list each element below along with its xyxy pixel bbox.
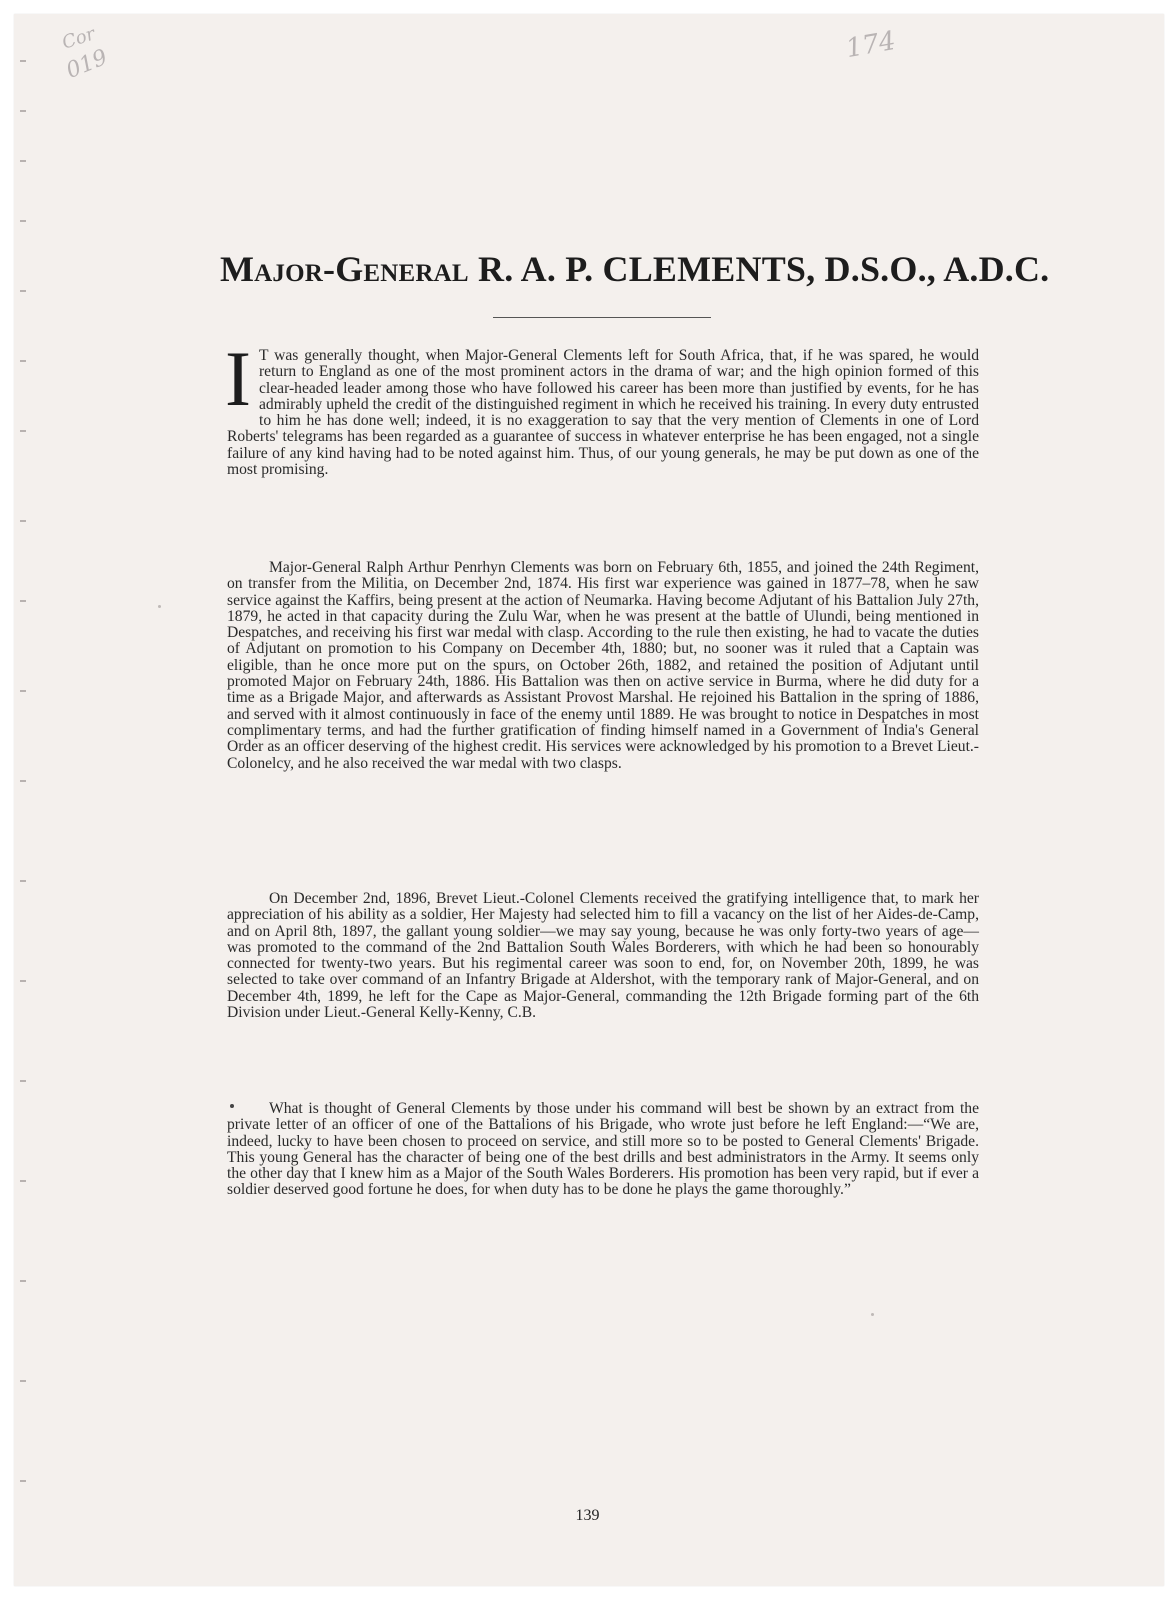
edge-mark [20,690,26,692]
paragraph-1-text: T was generally thought, when Major-General Clements left for South Africa, that, if he was spared, he would return to England as one of the most prominent actors in the drama of war; and the high opinion formed of this clear-headed leader among those who have followed his career has been more than justified by events, for he has admirably upheld the credit of the distinguished regiment in which he received his training. In every duty entrusted to him he has done well; indeed, it is no exaggeration to say that the very mention of Clements in one of Lord Roberts' telegrams has been regarded as a guarantee of success in whatever enterprise he has been engaged, not a single failure of any kind having had to be noted against him. Thus, of our young generals, he may be put down as one of the most promising. [227,347,979,479]
edge-mark [20,880,26,882]
page-number: 139 [575,1507,600,1524]
handwritten-note-top-right: 174 [843,25,898,65]
edge-mark [20,1280,26,1282]
edge-mark [20,780,26,782]
edge-mark [20,1480,26,1482]
edge-mark [20,220,26,222]
paper-speck [871,1313,874,1316]
title-divider [493,317,711,318]
edge-mark [20,1380,26,1382]
edge-mark [20,110,26,112]
article-title [220,248,1050,290]
paragraph-4: What is thought of General Clements by those under his command will best be shown by an extract from the private letter of an officer of one of the Battalions of his Brigade, who wrote just before he left England:—“We are, indeed, lucky to have been chosen to proceed on service, and still more so to be posted to General Clements' Brigade. This young General has the character of being one of the best drills and best administrators in the Army. It seems only the other day that I knew him as a Major of the South Wales Borderers. His promotion has been very rapid, but if ever a soldier deserved good fortune he does, for when duty has to be done he plays the game thoroughly.” [227,1100,979,1199]
edge-mark [20,600,26,602]
edge-mark [20,430,26,432]
handwritten-note-top-left-line1: Cor [59,23,98,54]
edge-mark [20,360,26,362]
edge-mark [20,60,26,62]
paragraph-3: On December 2nd, 1896, Brevet Lieut.-Colonel Clements received the gratifying intelligence that, to mark her appreciation of his ability as a soldier, Her Majesty had selected him to fill a vacancy on the list of her Aides-de-Camp, and on April 8th, 1897, the gallant young soldier—we may say young, because he was only forty-two years of age—was promoted to the command of the 2nd Battalion South Wales Borderers, with which he had been so honourably connected for twenty-two years. But his regimental career was soon to end, for, on November 20th, 1899, he was selected to take over command of an Infantry Brigade at Aldershot, with the temporary rank of Major-General, and on December 4th, 1899, he left for the Cape as Major-General, commanding the 12th Brigade forming part of the 6th Division under Lieut.-General Kelly-Kenny, C.B. [227,890,979,1022]
edge-mark [20,1180,26,1182]
edge-mark [20,1080,26,1082]
title-name: R. A. P. CLEMENTS, D.S.O., A.D.C. [478,249,1050,289]
edge-mark [20,520,26,522]
paper-speck [158,605,161,608]
handwritten-note-top-left-line2: 019 [62,45,112,84]
paragraph-2: Major-General Ralph Arthur Penrhyn Clements was born on February 6th, 1855, and joined the 24th Regiment, on transfer from the Militia, on December 2nd, 1874. His first war experience was gained in 1877–78, when he saw service against the Kaffirs, being present at the action of Neumarka. Having become Adjutant of his Battalion July 27th, 1879, he acted in that capacity during the Zulu War, when he was present at the battle of Ulundi, being mentioned in Despatches, and receiving his first war medal with clasp. According to the rule then existing, he had to vacate the duties of Adjutant on promotion to his Company on December 4th, 1880; but, no sooner was it ruled that a Captain was eligible, than he once more put on the spurs, on October 26th, 1882, and retained the position of Adjutant until promoted Major on February 24th, 1886. His Battalion was then on active service in Burma, where he did duty for a time as a Brigade Major, and afterwards as Assistant Provost Marshal. He rejoined his Battalion in the spring of 1886, and served with it almost continuously in face of the enemy until 1889. He was brought to notice in Despatches in most complimentary terms, and had the further gratification of finding himself named in a Government of India's General Order as an officer deserving of the highest credit. His services were acknowledged by his promotion to a Brevet Lieut.-Colonelcy, and he also received the war medal with two clasps. [227,559,979,772]
edge-mark [20,290,26,292]
drop-cap: I [225,335,251,422]
edge-mark [20,160,26,162]
title-rank: Major-General [220,249,469,289]
paragraph-1 [225,335,979,479]
edge-mark [20,980,26,982]
